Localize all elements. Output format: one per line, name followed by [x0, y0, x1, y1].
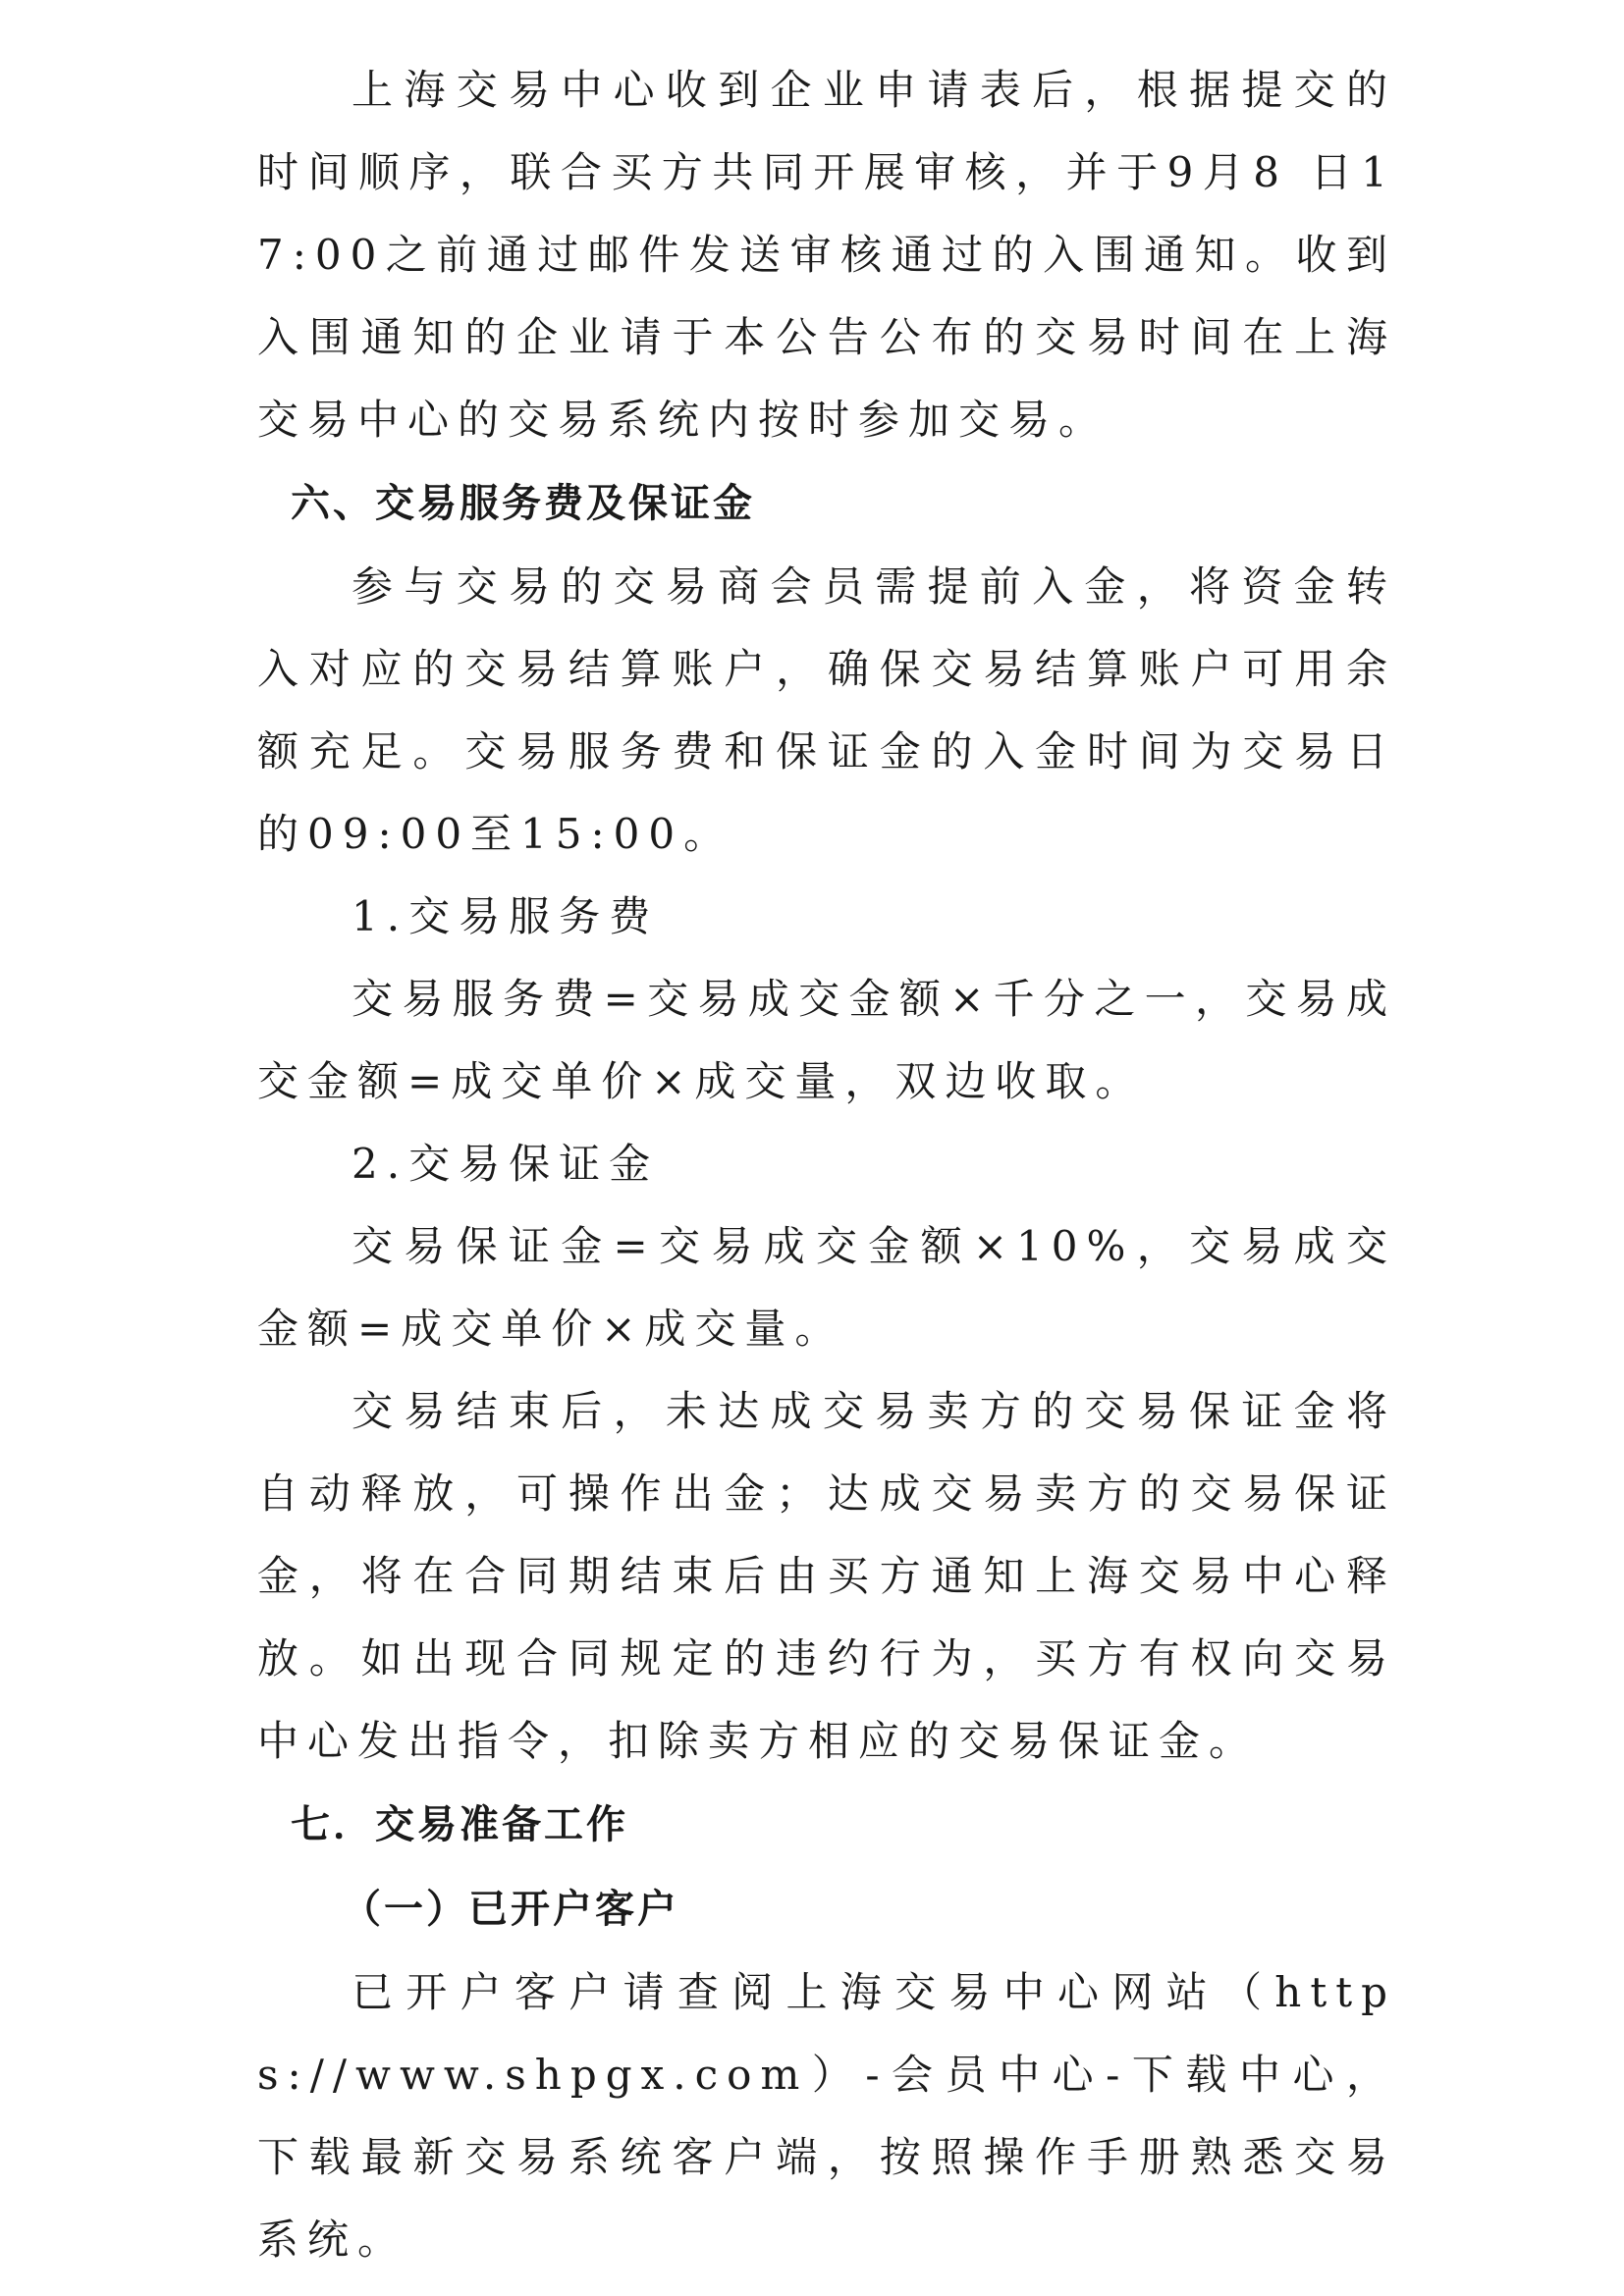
margin-title: 2.交易保证金: [352, 1140, 660, 1188]
section-6-heading: 六、交易服务费及保证金: [291, 481, 755, 526]
service-fee-title: 1.交易服务费: [352, 892, 660, 940]
intro-paragraph: 上海交易中心收到企业申请表后，根据提交的时间顺序，联合买方共同开展审核，并于9月8 日17:00之前通过邮件发送审核通过的入围通知。收到入围通知的企业请于本公告公布的交易时间在上海交易中心的交易系统内按时参加交易。: [257, 66, 1396, 444]
section-6-paragraph: 参与交易的交易商会员需提前入金，将资金转入对应的交易结算账户，确保交易结算账户可用余额充足。交易服务费和保证金的入金时间为交易日的09:00至15:00。: [257, 562, 1396, 858]
document-page: [257, 49, 1396, 2281]
service-fee-body: 交易服务费=交易成交金额×千分之一，交易成交金额=成交单价×成交量，双边收取。: [257, 975, 1396, 1105]
section-7-subheading: （一）已开户客户: [342, 1887, 679, 1932]
section-7-heading: 七．交易准备工作: [291, 1802, 628, 1847]
section-7-paragraph: 已开户客户请查阅上海交易中心网站（https://www.shpgx.com）-会员中心-下载中心，下载最新交易系统客户端，按照操作手册熟悉交易系统。: [257, 1968, 1396, 2264]
margin-body: 交易保证金=交易成交金额×10%，交易成交金额=成交单价×成交量。: [257, 1222, 1396, 1353]
margin-release-paragraph: 交易结束后，未达成交易卖方的交易保证金将自动释放，可操作出金；达成交易卖方的交易保证金，将在合同期结束后由买方通知上海交易中心释放。如出现合同规定的违约行为，买方有权向交易中心发出指令，扣除卖方相应的交易保证金。: [257, 1387, 1396, 1765]
